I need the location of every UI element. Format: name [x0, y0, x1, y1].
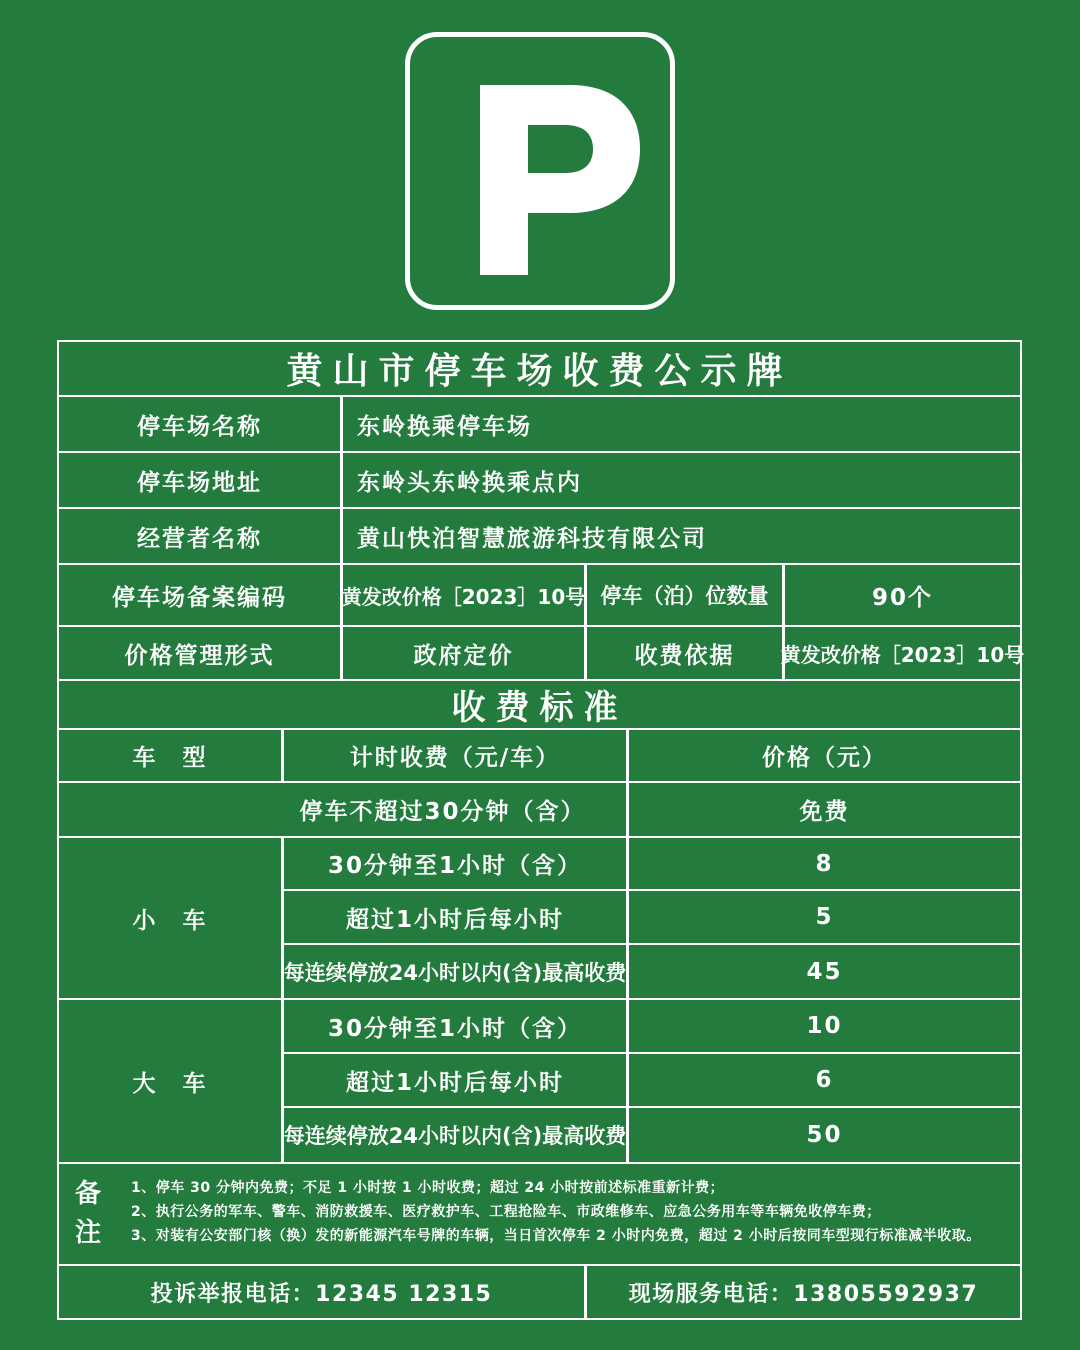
- code-value: 黄发改价格［2023］10号: [340, 565, 584, 625]
- large-row-2-desc: 超过1小时后每小时: [345, 1069, 564, 1096]
- fee-board: [57, 340, 1025, 1320]
- complaint-phone: 投诉举报电话：12345 12315: [150, 1281, 493, 1307]
- small-row-1-price: 8: [626, 838, 1020, 889]
- remark-line-1: 1、停车 30 分钟内免费；不足 1 小时按 1 小时收费；超过 24 小时按前述标准重新计费；: [131, 1180, 725, 1196]
- info-row-operator: [59, 509, 1020, 565]
- address-label: 停车场地址: [137, 469, 262, 496]
- info-row-code: [59, 565, 1020, 627]
- board-title: 黄山市停车场收费公示牌: [286, 351, 793, 392]
- table-row: [284, 1054, 1020, 1108]
- name-label: 停车场名称: [137, 413, 262, 440]
- operator-label: 经营者名称: [137, 525, 262, 552]
- remarks-label-bottom: 注: [74, 1218, 101, 1248]
- address-value: 东岭头东岭换乘点内: [340, 453, 1020, 507]
- operator-value: 黄山快泊智慧旅游科技有限公司: [340, 509, 1020, 563]
- large-car-group: [59, 1000, 1020, 1164]
- remarks-label-top: 备: [74, 1179, 101, 1209]
- spaces-label: 停车（泊）位数量: [584, 565, 782, 625]
- small-row-1-desc: 30分钟至1小时（含）: [327, 853, 582, 879]
- free-value: 免费: [626, 783, 1020, 836]
- parking-sign: [405, 32, 675, 310]
- remarks-row: [59, 1164, 1020, 1266]
- small-row-2-desc: 超过1小时后每小时: [345, 906, 564, 933]
- info-row-mgmt: [59, 627, 1025, 681]
- free-row: [59, 783, 1020, 838]
- small-row-3-desc: 每连续停放24小时以内(含)最高收费: [283, 960, 627, 985]
- remarks-label: [59, 1164, 117, 1264]
- large-row-2-price: 6: [626, 1054, 1020, 1106]
- large-row-1-desc: 30分钟至1小时（含）: [327, 1015, 582, 1042]
- large-row-1-price: 10: [626, 1000, 1020, 1052]
- col-time: 计时收费（元/车）: [281, 730, 626, 781]
- mgmt-label: 价格管理形式: [124, 642, 275, 669]
- basis-value: 黄发改价格［2023］10号: [782, 627, 1020, 679]
- large-row-3-desc: 每连续停放24小时以内(含)最高收费: [283, 1124, 627, 1148]
- free-label: 停车不超过30分钟（含）: [299, 799, 586, 825]
- board-title-row: [59, 342, 1020, 397]
- large-car-label: 大 车: [132, 1070, 208, 1097]
- small-car-label: 小 车: [132, 907, 208, 934]
- standard-title: 收费标准: [451, 688, 628, 728]
- info-row-address: [59, 453, 1020, 509]
- table-row: [284, 838, 1020, 891]
- table-row: [284, 1000, 1020, 1054]
- remark-line-3: 3、对装有公安部门核（换）发的新能源汽车号牌的车辆，当日首次停车 2 小时内免费，超过 2 小时后按同车型现行标准减半收取。: [131, 1228, 981, 1244]
- remarks-list: [131, 1176, 981, 1248]
- service-phone: 现场服务电话：13805592937: [584, 1266, 1020, 1318]
- small-row-3-price: 45: [626, 945, 1020, 998]
- small-car-rows: [281, 838, 1020, 998]
- name-value: 东岭换乘停车场: [340, 397, 1020, 451]
- small-row-2-price: 5: [626, 891, 1020, 943]
- standard-title-row: [59, 681, 1020, 730]
- table-row: [284, 1108, 1020, 1162]
- info-row-name: [59, 397, 1020, 453]
- footer-row: [59, 1266, 1020, 1318]
- remark-line-2: 2、执行公务的军车、警车、消防救援车、医疗救护车、工程抢险车、市政维修车、应急公务用车等车辆免收停车费；: [131, 1204, 881, 1220]
- col-type: 车 型: [132, 745, 208, 771]
- mgmt-value: 政府定价: [340, 627, 584, 679]
- code-label: 停车场备案编码: [112, 584, 287, 611]
- col-price: 价格（元）: [626, 730, 1020, 781]
- small-car-group: [59, 838, 1020, 1000]
- table-row: [284, 945, 1020, 998]
- basis-label: 收费依据: [584, 627, 782, 679]
- table-row: [284, 891, 1020, 945]
- parking-p-icon: [410, 37, 670, 305]
- spaces-value: 90个: [782, 565, 1020, 625]
- large-car-rows: [281, 1000, 1020, 1162]
- large-row-3-price: 50: [626, 1108, 1020, 1162]
- standard-header-row: [59, 730, 1020, 783]
